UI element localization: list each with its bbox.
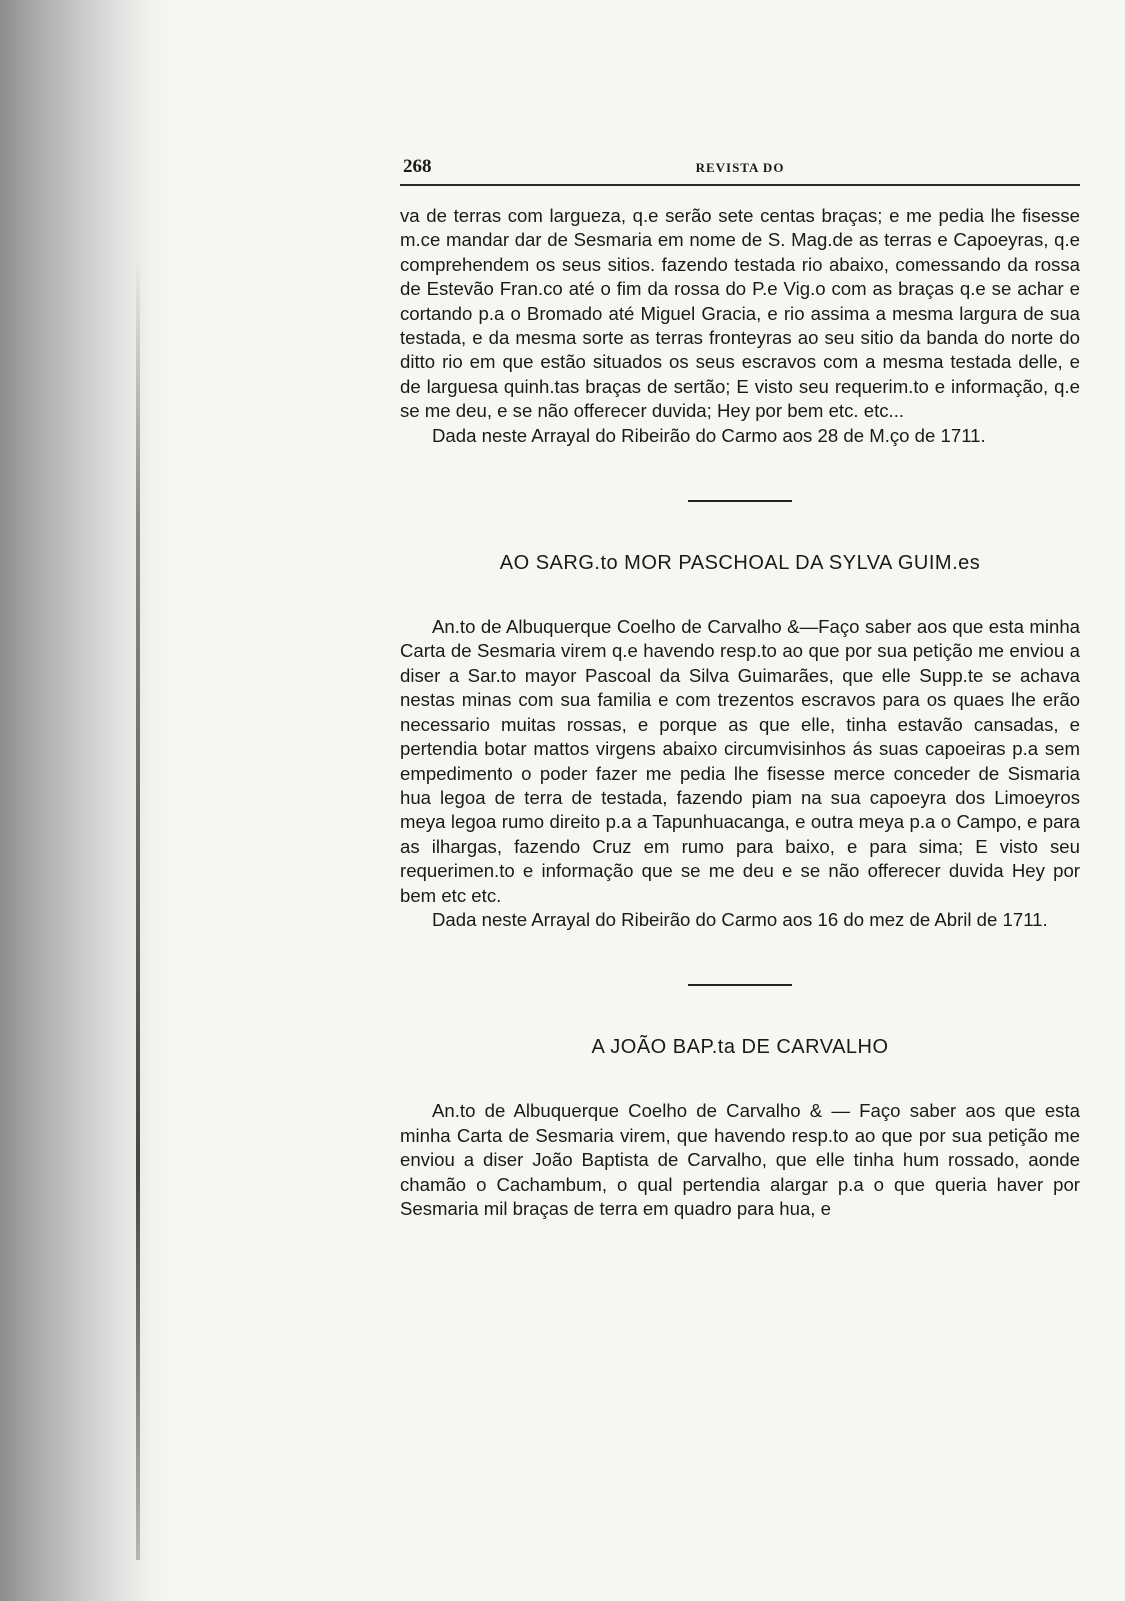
page-header bbox=[400, 148, 1080, 186]
continuation-dated-line: Dada neste Arrayal do Ribeirão do Carmo aos 28 de M.ço de 1711. bbox=[432, 424, 986, 446]
section-separator bbox=[688, 984, 792, 986]
section-separator bbox=[688, 500, 792, 502]
running-title: REVISTA DO bbox=[695, 160, 785, 175]
section-joao-paragraph: An.to de Albuquerque Coelho de Carvalho & — Faço saber aos que esta minha Carta de Sesmaria virem, que havendo resp.to ao que por sua petição me enviou a diser João Baptista de Carvalho, que elle tinha hum rossado, aonde chamão o Cachambum, o qual pertendia alargar p.a o que queria haver por Sesmaria mil braças de terra em quadro para hua, e bbox=[400, 1100, 1080, 1219]
section-paschoal-dated-line: Dada neste Arrayal do Ribeirão do Carmo aos 16 do mez de Abril de 1711. bbox=[432, 908, 1048, 930]
binding-gutter-line bbox=[136, 260, 140, 1560]
section-paschoal-paragraph: An.to de Albuquerque Coelho de Carvalho &—Faço saber aos que esta minha Carta de Sesmaria virem q.e havendo resp.to ao que por sua petição me enviou a diser a Sar.to mayor Pascoal da Silva Guimarães, que elle Supp.te se achava nestas minas com sua familia e com trezentos escravos para os quaes lhe erão necessario muitas rossas, e porque as que elle, tinha estavão cansadas, e pertendia botar mattos virgens abaixo circumvisinhos ás suas capoeiras p.a sem empedimento o poder fazer me pedia lhe fisesse merce conceder de Sismaria hua legoa de terra de testada, fazendo piam na sua capoeyra dos Limoeyros meya legoa rumo direito p.a a Tapunhuacanga, e outra meya p.a o Campo, e para as ilhargas, fazendo Cruz em rumo para baixo, e para sima; E visto seu requerimen.to e informação que se me deu e se não offerecer duvida Hey por bem etc etc. bbox=[400, 616, 1080, 906]
continuation-paragraph: va de terras com largueza, q.e serão sete centas braças; e me pedia lhe fisesse m.ce mandar dar de Sesmaria em nome de S. Mag.de as terras e Capoeyras, q.e comprehendem os seus sitios. fazendo testada rio abaixo, comessando da rossa de Estevão Fran.co até o fim da rossa do P.e Vig.o com as braças q.e se achar e cortando p.a o Bromado até Miguel Gracia, e rio assima a mesma largura de sua testada, e da mesma sorte as terras fronteyras ao seu sitio da banda do norte do ditto rio em que estão situados os seus escravos com a mesma testada delle, e de larguesa quinh.tas braças de sertão; E visto seu requerim.to e informação, q.e se me deu, e se não offerecer duvida; Hey por bem etc. etc... bbox=[400, 205, 1080, 422]
book-page bbox=[400, 148, 1080, 1221]
section-title-paschoal: AO SARG.to MOR PASCHOAL DA SYLVA GUIM.es bbox=[499, 552, 981, 575]
section-title-joao: A JOÃO BAP.ta DE CARVALHO bbox=[591, 1036, 889, 1059]
page-number: 268 bbox=[403, 156, 432, 177]
book-binding-shadow bbox=[0, 0, 175, 1601]
